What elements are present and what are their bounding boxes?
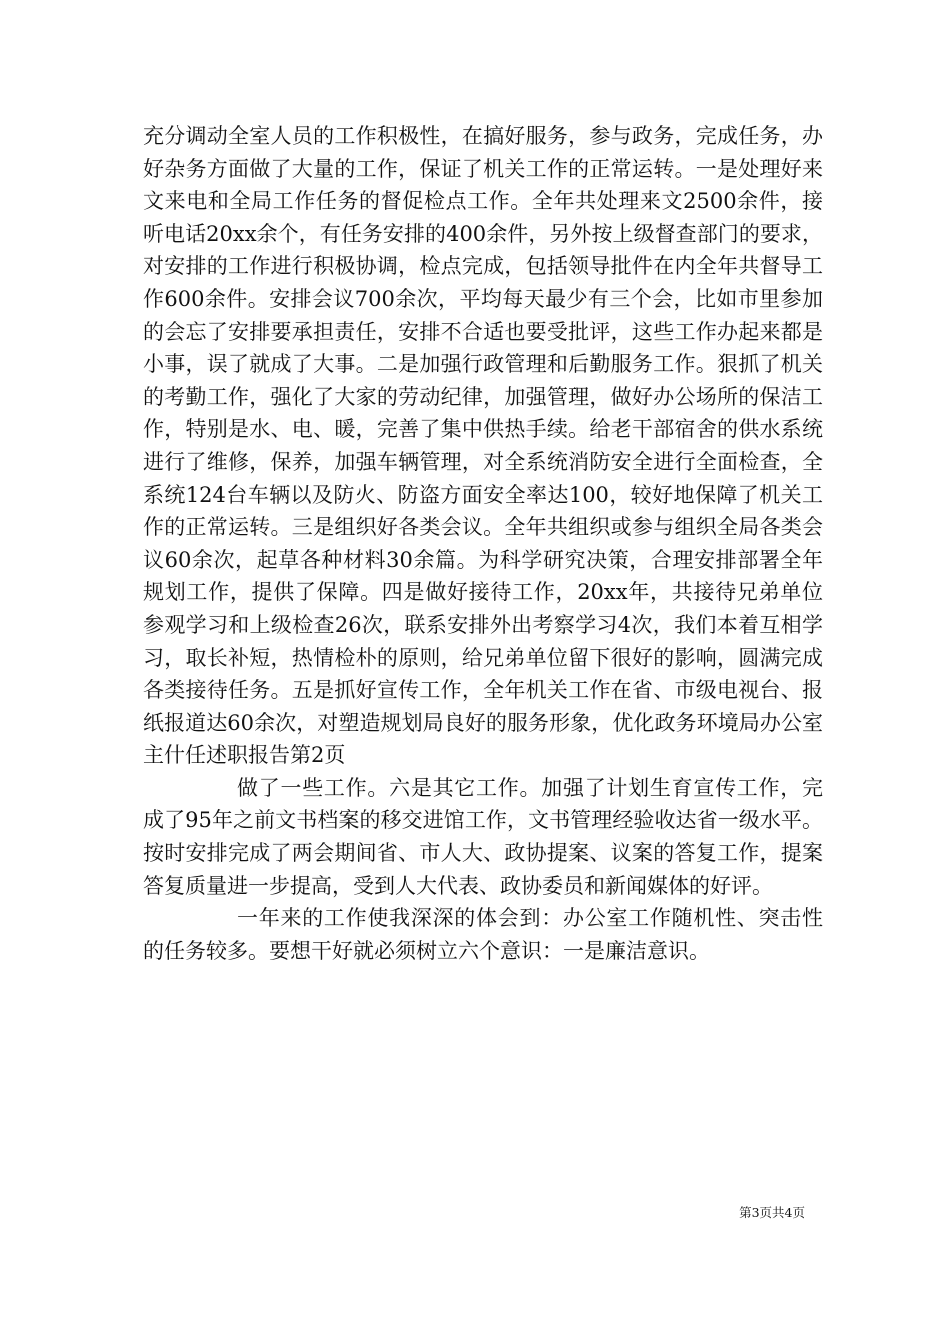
paragraph-work-summary: 充分调动全室人员的工作积极性，在搞好服务，参与政务，完成任务，办好杂务方面做了大量的工作，保证了机关工作的正常运转。一是处理好来文来电和全局工作任务的督促检点工作。全年共处理来文2500余件，接听电话20xx余个，有任务安排的400余件，另外按上级督查部门的要求，对安排的工作进行积极协调，检点完成，包括领导批件在内全年共督导工作600余件。安排会议700余次，平均每天最少有三个会，比如市里参加的会忘了安排要承担责任，安排不合适也要受批评，这些工作办起来都是小事，误了就成了大事。二是加强行政管理和后勤服务工作。狠抓了机关的考勤工作，强化了大家的劳动纪律，加强管理，做好办公场所的保洁工作，特别是水、电、暖，完善了集中供热手续。给老干部宿舍的供水系统进行了维修，保养，加强车辆管理，对全系统消防安全进行全面检查，全系统124台车辆以及防火、防盗方面安全率达100，较好地保障了机关工作的正常运转。三是组织好各类会议。全年共组织或参与组织全局各类会议60余次，起草各种材料30余篇。为科学研究决策，合理安排部署全年规划工作，提供了保障。四是做好接待工作，20xx年，共接待兄弟单位参观学习和上级检查26次，联系安排外出考察学习4次，我们本着互相学习，取长补短，热情检朴的原则，给兄弟单位留下很好的影响，圆满完成各类接待任务。五是抓好宣传工作，全年机关工作在省、市级电视台、报纸报道达60余次，对塑造规划局良好的服务形象，优化政务环境局办公室主什任述职报告第2页 <box>143 124 823 768</box>
document-body <box>143 120 823 967</box>
page-number-footer: 第3页共4页 <box>739 1205 805 1220</box>
paragraph-reflection: 一年来的工作使我深深的体会到：办公室工作随机性、突击性的任务较多。要想干好就必须树立六个意识：一是廉洁意识。 <box>143 906 823 963</box>
paragraph-other-work: 做了一些工作。六是其它工作。加强了计划生育宣传工作，完成了95年之前文书档案的移交进馆工作，文书管理经验收达省一级水平。按时安排完成了两会期间省、市人大、政协提案、议案的答复工作，提案答复质量进一步提高，受到人大代表、政协委员和新闻媒体的好评。 <box>143 775 823 898</box>
